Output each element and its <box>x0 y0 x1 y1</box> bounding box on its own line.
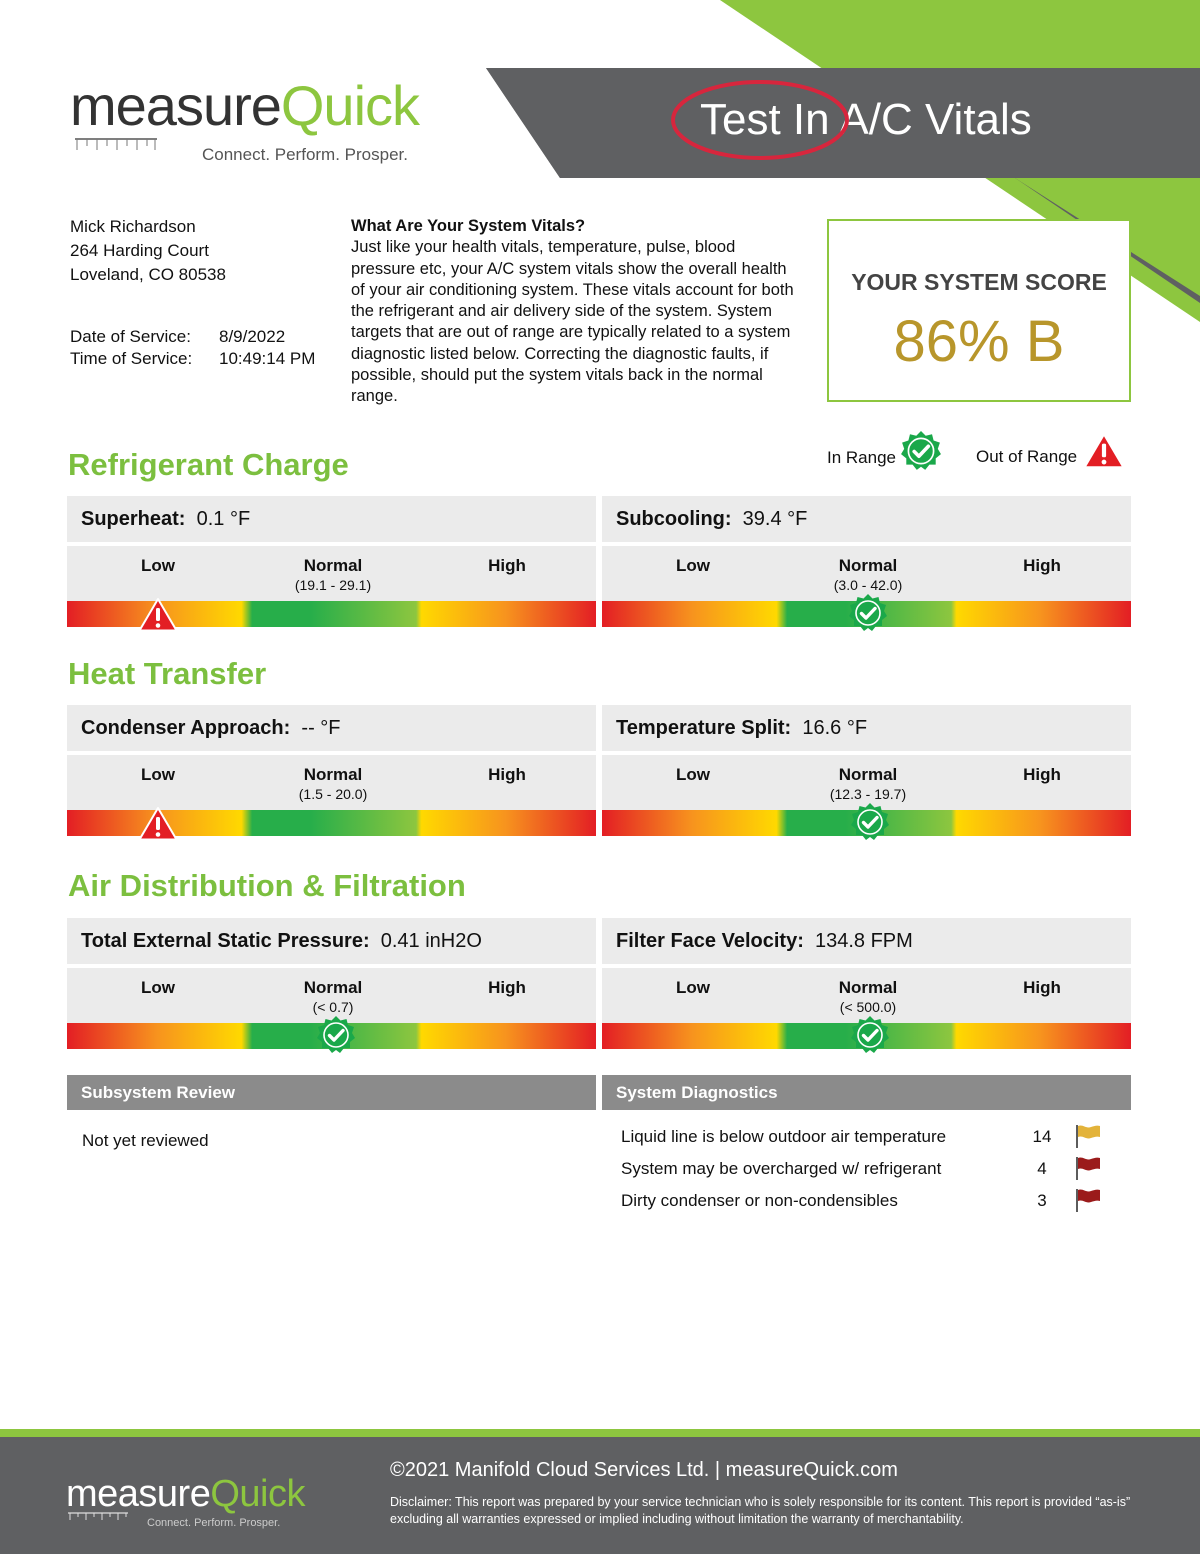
footer-copyright: ©2021 Manifold Cloud Services Ltd. | measureQuick.com <box>390 1459 898 1481</box>
scale-high: High <box>488 978 526 997</box>
metric-label: Total External Static Pressure: <box>81 930 370 952</box>
metric-value: 0.41 inH2O <box>380 930 482 952</box>
range-bar <box>67 601 596 627</box>
logo-word-quick: Quick <box>280 74 420 137</box>
customer-street: 264 Harding Court <box>70 241 209 260</box>
diagnostic-count: 14 <box>1032 1127 1052 1146</box>
normal-range: (< 500.0) <box>839 999 897 1015</box>
diagnostic-item <box>621 1159 1121 1191</box>
scale-normal <box>798 556 938 593</box>
scale-normal-label: Normal <box>303 978 363 997</box>
logo-tagline: Connect. Perform. Prosper. <box>202 145 408 164</box>
customer-city: Loveland, CO 80538 <box>70 265 226 284</box>
range-bar <box>602 1023 1131 1049</box>
scale-normal <box>263 978 403 1015</box>
section-air-distribution: Air Distribution & Filtration <box>68 868 466 903</box>
normal-range: (19.1 - 29.1) <box>294 577 372 593</box>
section-heat-transfer: Heat Transfer <box>68 656 267 691</box>
card-static-pressure <box>67 918 596 1049</box>
normal-range: (1.5 - 20.0) <box>298 786 368 802</box>
card-subcooling <box>602 496 1131 627</box>
metric-value: 134.8 FPM <box>814 930 913 952</box>
subsystem-review-text: Not yet reviewed <box>82 1131 209 1150</box>
metric-value: 39.4 °F <box>742 508 808 530</box>
card-condenser-approach <box>67 705 596 836</box>
metric-label: Superheat: <box>81 508 186 530</box>
subsystem-review-header: Subsystem Review <box>67 1075 596 1110</box>
range-scale <box>67 755 596 810</box>
scale-high: High <box>1023 556 1061 575</box>
vitals-explanation <box>351 216 796 408</box>
service-date-value: 8/9/2022 <box>219 327 286 346</box>
scale-normal-label: Normal <box>838 978 898 997</box>
card-header <box>67 705 596 751</box>
range-bar <box>602 810 1131 836</box>
normal-range: (12.3 - 19.7) <box>829 786 907 802</box>
range-bar <box>67 810 596 836</box>
scale-normal-label: Normal <box>838 765 898 784</box>
annotation-circle <box>668 78 853 162</box>
scale-low: Low <box>676 978 710 997</box>
footer-logo-measure: measure <box>66 1473 211 1515</box>
scale-high: High <box>488 765 526 784</box>
card-header <box>67 496 596 542</box>
vitals-heading: What Are Your System Vitals? <box>351 217 586 235</box>
footer-logo-quick: Quick <box>210 1473 305 1515</box>
system-score-box <box>827 219 1131 402</box>
scale-high: High <box>1023 765 1061 784</box>
service-time-value: 10:49:14 PM <box>219 349 316 368</box>
scale-normal <box>263 765 403 802</box>
metric-value: 16.6 °F <box>802 717 868 739</box>
score-value: 86% B <box>893 309 1065 374</box>
card-header <box>602 918 1131 964</box>
flag-icon <box>1073 1187 1103 1213</box>
card-header <box>602 496 1131 542</box>
warning-triangle-icon <box>1083 432 1125 470</box>
ruler-icon <box>75 138 157 154</box>
metric-value: 0.1 °F <box>196 508 251 530</box>
metric-value: -- °F <box>301 717 341 739</box>
service-time-label: Time of Service: <box>70 349 193 368</box>
service-info <box>70 326 315 370</box>
check-badge-icon <box>848 593 888 633</box>
legend-in-range-label: In Range <box>827 448 896 467</box>
report-title: Test In A/C Vitals <box>700 95 1032 144</box>
diagnostic-text: System may be overcharged w/ refrigerant <box>621 1159 942 1178</box>
logo-word-measure: measure <box>70 74 281 137</box>
check-badge-icon <box>850 1015 890 1055</box>
metric-label: Subcooling: <box>616 508 732 530</box>
card-filter-velocity <box>602 918 1131 1049</box>
scale-normal <box>798 765 938 802</box>
scale-normal-label: Normal <box>303 556 363 575</box>
vitals-body: Just like your health vitals, temperature, pulse, blood pressure etc, your A/C system vitals show the overall health of your air conditioning system. These vitals account for both the refrigerant and air delivery side of the system. System targets that are out of range are typically related to a system diagnostic listed below. Correcting the diagnostic faults, if possible, should put the system vitals back in the normal range. <box>351 238 794 406</box>
service-date-label: Date of Service: <box>70 327 191 346</box>
scale-low: Low <box>676 765 710 784</box>
range-bar <box>602 601 1131 627</box>
diagnostic-item <box>621 1127 1121 1159</box>
metric-label: Filter Face Velocity: <box>616 930 804 952</box>
warning-triangle-icon <box>138 804 178 844</box>
diagnostic-text: Liquid line is below outdoor air temperature <box>621 1127 947 1146</box>
scale-normal <box>263 556 403 593</box>
diagnostic-text: Dirty condenser or non-condensibles <box>621 1191 898 1210</box>
scale-normal-label: Normal <box>303 765 363 784</box>
system-diagnostics-header: System Diagnostics <box>602 1075 1131 1110</box>
diagnostic-count: 3 <box>1037 1191 1047 1210</box>
card-temperature-split <box>602 705 1131 836</box>
check-badge-icon <box>316 1015 356 1055</box>
metric-label: Temperature Split: <box>616 717 792 739</box>
legend-out-of-range-label: Out of Range <box>976 447 1078 466</box>
customer-address <box>70 215 226 287</box>
score-label: YOUR SYSTEM SCORE <box>851 269 1107 295</box>
section-refrigerant-charge: Refrigerant Charge <box>68 447 349 482</box>
normal-range: (< 0.7) <box>312 999 354 1015</box>
scale-normal-label: Normal <box>838 556 898 575</box>
flag-icon <box>1073 1155 1103 1181</box>
scale-low: Low <box>141 556 175 575</box>
footer-logo <box>66 1473 305 1516</box>
card-header <box>67 918 596 964</box>
diagnostic-item <box>621 1191 1121 1223</box>
card-header <box>602 705 1131 751</box>
warning-triangle-icon <box>138 595 178 635</box>
flag-icon <box>1073 1123 1103 1149</box>
scale-high: High <box>488 556 526 575</box>
scale-normal <box>798 978 938 1015</box>
customer-name: Mick Richardson <box>70 217 196 236</box>
scale-high: High <box>1023 978 1061 997</box>
page-footer <box>0 1429 1200 1554</box>
check-badge-icon <box>900 430 942 472</box>
normal-range: (3.0 - 42.0) <box>833 577 903 593</box>
footer-disclaimer: Disclaimer: This report was prepared by your service technician who is solely responsible for its content. This report is provided “as-is” excluding all warranties expressed or implied including without limitation the warranty of merchantability. <box>390 1495 1131 1526</box>
scale-low: Low <box>141 765 175 784</box>
scale-low: Low <box>676 556 710 575</box>
diagnostic-count: 4 <box>1037 1159 1047 1178</box>
scale-low: Low <box>141 978 175 997</box>
ruler-icon <box>68 1512 128 1522</box>
check-badge-icon <box>850 802 890 842</box>
diagnostics-list <box>621 1127 1121 1223</box>
range-scale <box>67 546 596 601</box>
brand-logo <box>70 74 420 137</box>
range-bar <box>67 1023 596 1049</box>
card-superheat <box>67 496 596 627</box>
legend-in-range <box>827 444 942 472</box>
legend-out-of-range <box>976 444 1125 470</box>
footer-tagline: Connect. Perform. Prosper. <box>147 1517 281 1529</box>
metric-label: Condenser Approach: <box>81 717 291 739</box>
